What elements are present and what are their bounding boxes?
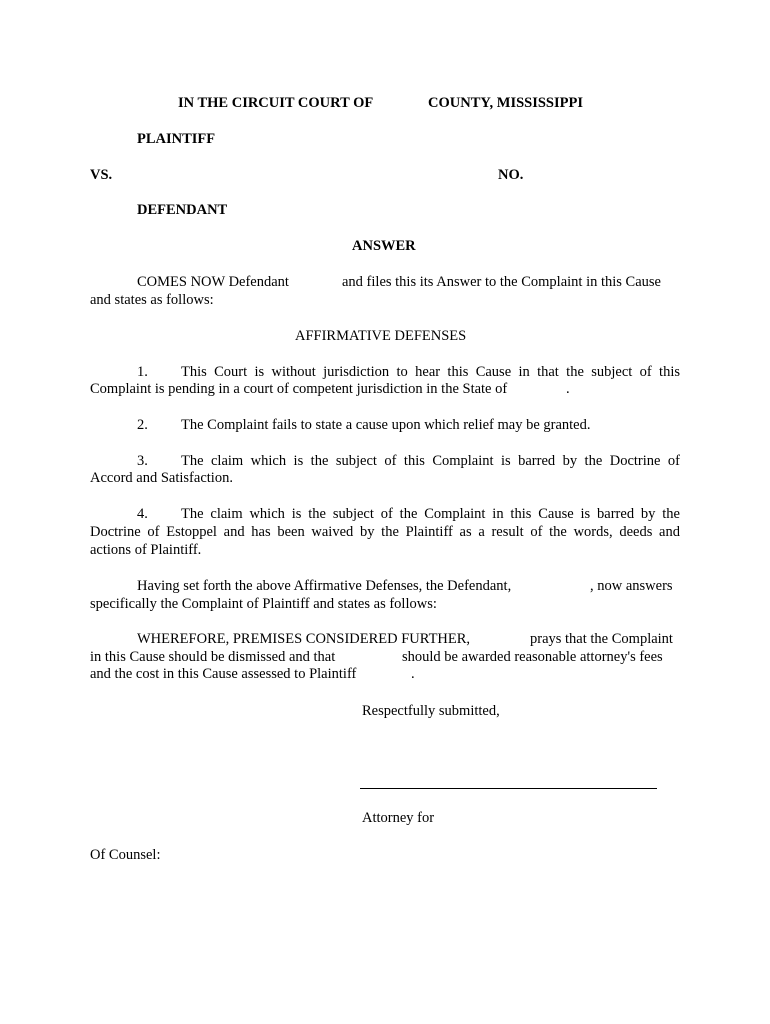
wherefore-line-2a: in this Cause should be dismissed and that bbox=[90, 649, 336, 665]
defense-1-number: 1. bbox=[137, 364, 148, 380]
defense-1-line-1: This Court is without jurisdiction to hear this Cause in that the subject of this bbox=[181, 364, 680, 380]
document-title: ANSWER bbox=[352, 238, 416, 254]
intro-text-2: and files this its Answer to the Complaint in this Cause bbox=[342, 274, 661, 290]
defense-4-line-3: actions of Plaintiff. bbox=[90, 542, 202, 558]
plaintiff-label: PLAINTIFF bbox=[137, 131, 216, 147]
defense-4-line-2: Doctrine of Estoppel and has been waived by the Plaintiff as a result of the words, deeds and bbox=[90, 524, 680, 540]
wherefore-line-2b: should be awarded reasonable attorney's fees bbox=[402, 649, 663, 665]
wherefore-line-1b: prays that the Complaint bbox=[530, 631, 673, 647]
defense-2-number: 2. bbox=[137, 417, 148, 433]
defense-3-line-1: The claim which is the subject of this Complaint is barred by the Doctrine of bbox=[181, 453, 680, 469]
affirmative-defenses-heading: AFFIRMATIVE DEFENSES bbox=[295, 328, 467, 344]
of-counsel-label: Of Counsel: bbox=[90, 847, 161, 863]
wherefore-line-1a: WHEREFORE, PREMISES CONSIDERED FURTHER, bbox=[137, 631, 471, 647]
signature-line bbox=[360, 788, 657, 789]
defense-2-line-1: The Complaint fails to state a cause upon which relief may be granted. bbox=[181, 417, 591, 433]
having-text-3: specifically the Complaint of Plaintiff and states as follows: bbox=[90, 596, 437, 612]
defense-4-line-1: The claim which is the subject of the Complaint in this Cause is barred by the bbox=[181, 506, 680, 522]
defense-4-number: 4. bbox=[137, 506, 148, 522]
court-heading-right: COUNTY, MISSISSIPPI bbox=[428, 95, 583, 111]
defense-3-number: 3. bbox=[137, 453, 148, 469]
wherefore-line-3a: and the cost in this Cause assessed to Plaintiff bbox=[90, 666, 357, 682]
defense-1-line-2: Complaint is pending in a court of competent jurisdiction in the State of bbox=[90, 381, 508, 397]
intro-text-3: and states as follows: bbox=[90, 292, 214, 308]
case-number-label: NO. bbox=[498, 167, 524, 183]
wherefore-line-3b: . bbox=[411, 666, 415, 682]
having-text-2: , now answers bbox=[590, 578, 673, 594]
having-text-1: Having set forth the above Affirmative Defenses, the Defendant, bbox=[137, 578, 512, 594]
attorney-for-label: Attorney for bbox=[362, 810, 435, 826]
respectfully-submitted: Respectfully submitted, bbox=[362, 703, 500, 719]
court-heading-left: IN THE CIRCUIT COURT OF bbox=[178, 95, 374, 111]
defense-3-line-2: Accord and Satisfaction. bbox=[90, 470, 233, 486]
defendant-label: DEFENDANT bbox=[137, 202, 228, 218]
defense-1-line-2-end: . bbox=[566, 381, 570, 397]
intro-text-1: COMES NOW Defendant bbox=[137, 274, 289, 290]
vs-label: VS. bbox=[90, 167, 113, 183]
